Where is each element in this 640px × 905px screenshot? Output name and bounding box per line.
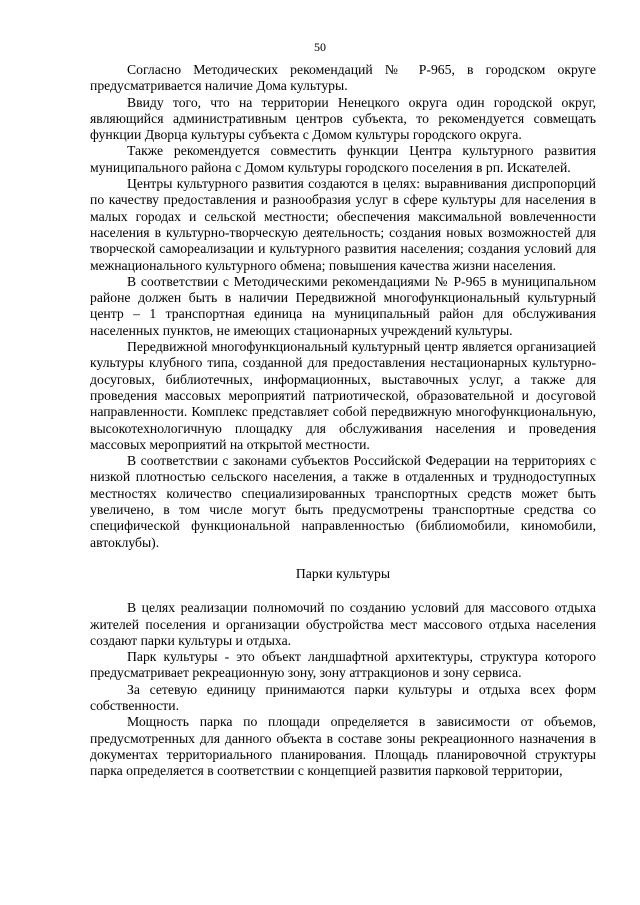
paragraph: Ввиду того, что на территории Ненецкого округа один городской округ, являющийся административным центров субъекта, то рекомендуется совмещать функции Дворца культуры субъекта с Домом культуры городского округа. bbox=[90, 94, 596, 143]
paragraph: За сетевую единицу принимаются парки культуры и отдыха всех форм собственности. bbox=[90, 681, 596, 713]
paragraph: В целях реализации полномочий по созданию условий для массового отдыха жителей поселения и организации обустройства мест массового отдыха населения создают парки культуры и отдыха. bbox=[90, 600, 596, 648]
page-content bbox=[90, 62, 596, 779]
page-number: 50 bbox=[314, 40, 326, 54]
paragraph: Согласно Методических рекомендаций № Р-965, в городском округе предусматривается наличие Дома культуры. bbox=[90, 62, 596, 94]
paragraph: Передвижной многофункциональный культурный центр является организацией культуры клубного типа, созданной для предоставления нестационарных культурно-досуговых, библиотечных, информационных, выставочных услуг, а также для проведения массовых мероприятий патриотической, образовательной и досуговой направленности. Комплекс представляет собой передвижную многофункциональную, высокотехнологичную площадку для обслуживания населения и проведения массовых мероприятий на открытой местности. bbox=[90, 339, 596, 452]
paragraph: Также рекомендуется совместить функции Центра культурного развития муниципального района с Домом культуры городского поселения в рп. Искателей. bbox=[90, 143, 596, 175]
paragraph: Мощность парка по площади определяется в зависимости от объемов, предусмотренных для данного объекта в составе зоны рекреационного назначения в документах территориального планирования. Площадь планировочной структуры парка определяется в соответствии с концепцией развития парковой территории, bbox=[90, 714, 596, 779]
paragraph: В соответствии с Методическими рекомендациями № Р-965 в муниципальном районе должен быть в наличии Передвижной многофункциональный культурный центр – 1 транспортная единица на муниципальный район для обслуживания населенных пунктов, не имеющих стационарных учреждений культуры. bbox=[90, 273, 596, 338]
section-heading: Парки культуры bbox=[295, 565, 391, 581]
paragraph: Парк культуры - это объект ландшафтной архитектуры, структура которого предусматривает рекреационную зону, зону аттракционов и зону сервиса. bbox=[90, 649, 596, 681]
paragraph: Центры культурного развития создаются в целях: выравнивания диспропорций по качеству предоставления и разнообразия услуг в сфере культуры для населения в малых городах и сельской местности; обеспечения максимальной вовлеченности населения в культурно-творческую деятельность; создания новых возможностей для творческой самореализации и культурного развития населения; создания условий для межнационального культурного обмена; повышения качества жизни населения. bbox=[90, 176, 596, 273]
paragraph: В соответствии с законами субъектов Российской Федерации на территориях с низкой плотностью сельского населения, а также в отдаленных и труднодоступных местностях количество специализированных транспортных средств может быть увеличено, в том числе могут быть предусмотрены транспортные средства со специфической функциональной направленностью (библиомобили, киномобили, автоклубы). bbox=[90, 453, 596, 550]
